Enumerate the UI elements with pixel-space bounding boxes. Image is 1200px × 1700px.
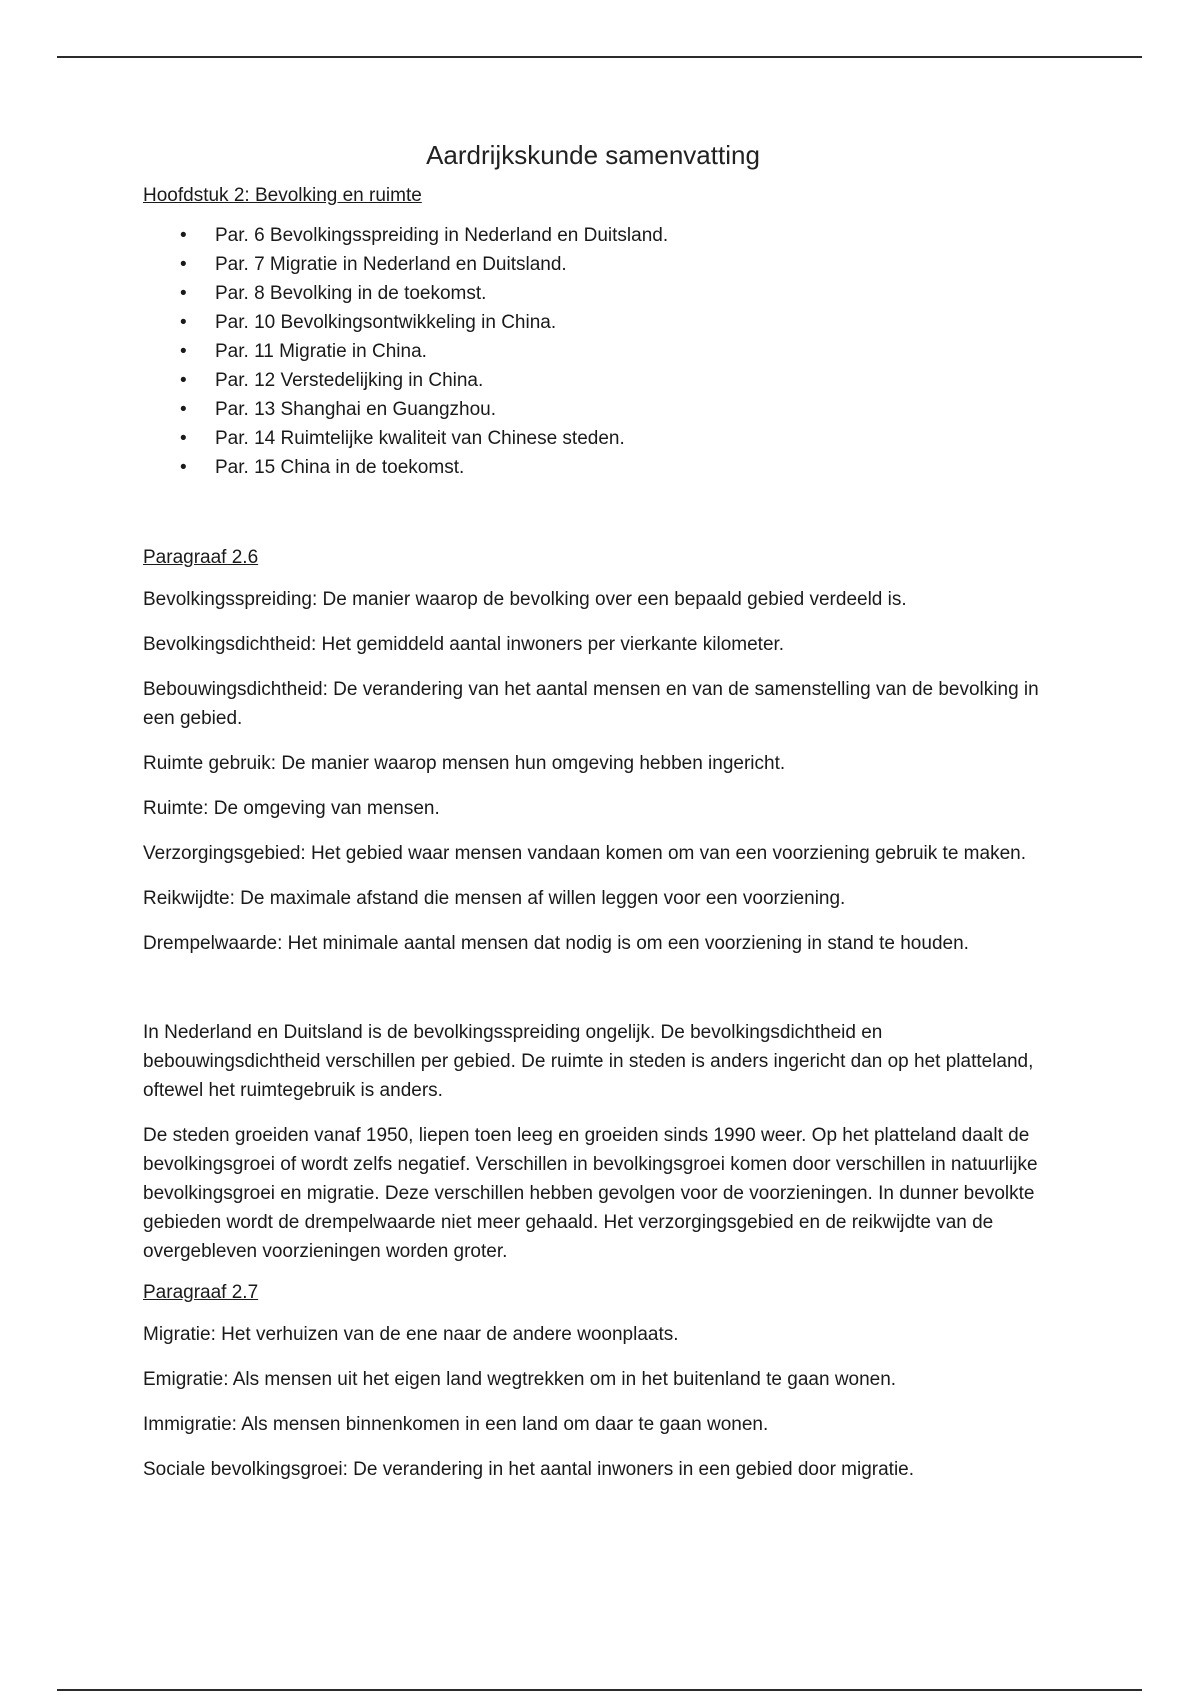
document-page — [143, 140, 1043, 1484]
list-item: • Par. 13 Shanghai en Guangzhou. — [143, 395, 1043, 424]
list-item: • Par. 10 Bevolkingsontwikkeling in China. — [143, 308, 1043, 337]
definition: Bevolkingsdichtheid: Het gemiddeld aantal inwoners per vierkante kilometer. — [143, 634, 785, 655]
list-item: • Par. 12 Verstedelijking in China. — [143, 366, 1043, 395]
definition: Immigratie: Als mensen binnenkomen in een land om daar te gaan wonen. — [143, 1414, 769, 1435]
definition: Bevolkingsspreiding: De manier waarop de bevolking over een bepaald gebied verdeeld is. — [143, 589, 907, 610]
definition: Ruimte gebruik: De manier waarop mensen hun omgeving hebben ingericht. — [143, 753, 786, 774]
chapter-heading: Hoofdstuk 2: Bevolking en ruimte — [143, 185, 422, 206]
body-paragraph: De steden groeiden vanaf 1950, liepen toen leeg en groeiden sinds 1990 weer. Op het platteland daalt de bevolkingsgroei of wordt zelfs negatief. Verschillen in bevolkingsgroei komen door verschillen in natuurlijke bevolkingsgroei en migratie. Deze verschillen hebben gevolgen voor de voorzieningen. In dunner bevolkte gebieden wordt de drempelwaarde niet meer gehaald. Het verzorgingsgebied en de reikwijdte van de overgebleven voorzieningen worden groter. — [143, 1125, 1038, 1262]
definition: Ruimte: De omgeving van mensen. — [143, 798, 440, 819]
chapter-list — [143, 221, 1043, 482]
definition: Migratie: Het verhuizen van de ene naar de andere woonplaats. — [143, 1324, 679, 1345]
definition: Drempelwaarde: Het minimale aantal mensen dat nodig is om een voorziening in stand te houden. — [143, 933, 969, 954]
list-item: • Par. 7 Migratie in Nederland en Duitsland. — [143, 250, 1043, 279]
section-heading-2-6: Paragraaf 2.6 — [143, 547, 259, 568]
body-paragraph: In Nederland en Duitsland is de bevolkingsspreiding ongelijk. De bevolkingsdichtheid en bebouwingsdichtheid verschillen per gebied. De ruimte in steden is anders ingericht dan op het platteland, oftewel het ruimtegebruik is anders. — [143, 1022, 1034, 1101]
document-title: Aardrijkskunde samenvatting — [426, 140, 760, 170]
definition: Verzorgingsgebied: Het gebied waar mensen vandaan komen om van een voorziening gebruik te maken. — [143, 843, 1026, 864]
list-item: • Par. 6 Bevolkingsspreiding in Nederland en Duitsland. — [143, 221, 1043, 250]
definition: Emigratie: Als mensen uit het eigen land wegtrekken om in het buitenland te gaan wonen. — [143, 1369, 897, 1390]
list-item: • Par. 15 China in de toekomst. — [143, 453, 1043, 482]
definition: Bebouwingsdichtheid: De verandering van het aantal mensen en van de samenstelling van de bevolking in een gebied. — [143, 679, 1039, 729]
bottom-rule — [57, 1689, 1142, 1691]
list-item: • Par. 8 Bevolking in de toekomst. — [143, 279, 1043, 308]
definition: Reikwijdte: De maximale afstand die mensen af willen leggen voor een voorziening. — [143, 888, 846, 909]
section-heading-2-7: Paragraaf 2.7 — [143, 1282, 259, 1303]
list-item: • Par. 11 Migratie in China. — [143, 337, 1043, 366]
definition: Sociale bevolkingsgroei: De verandering in het aantal inwoners in een gebied door migratie. — [143, 1459, 915, 1480]
list-item: • Par. 14 Ruimtelijke kwaliteit van Chinese steden. — [143, 424, 1043, 453]
top-rule — [57, 56, 1142, 58]
